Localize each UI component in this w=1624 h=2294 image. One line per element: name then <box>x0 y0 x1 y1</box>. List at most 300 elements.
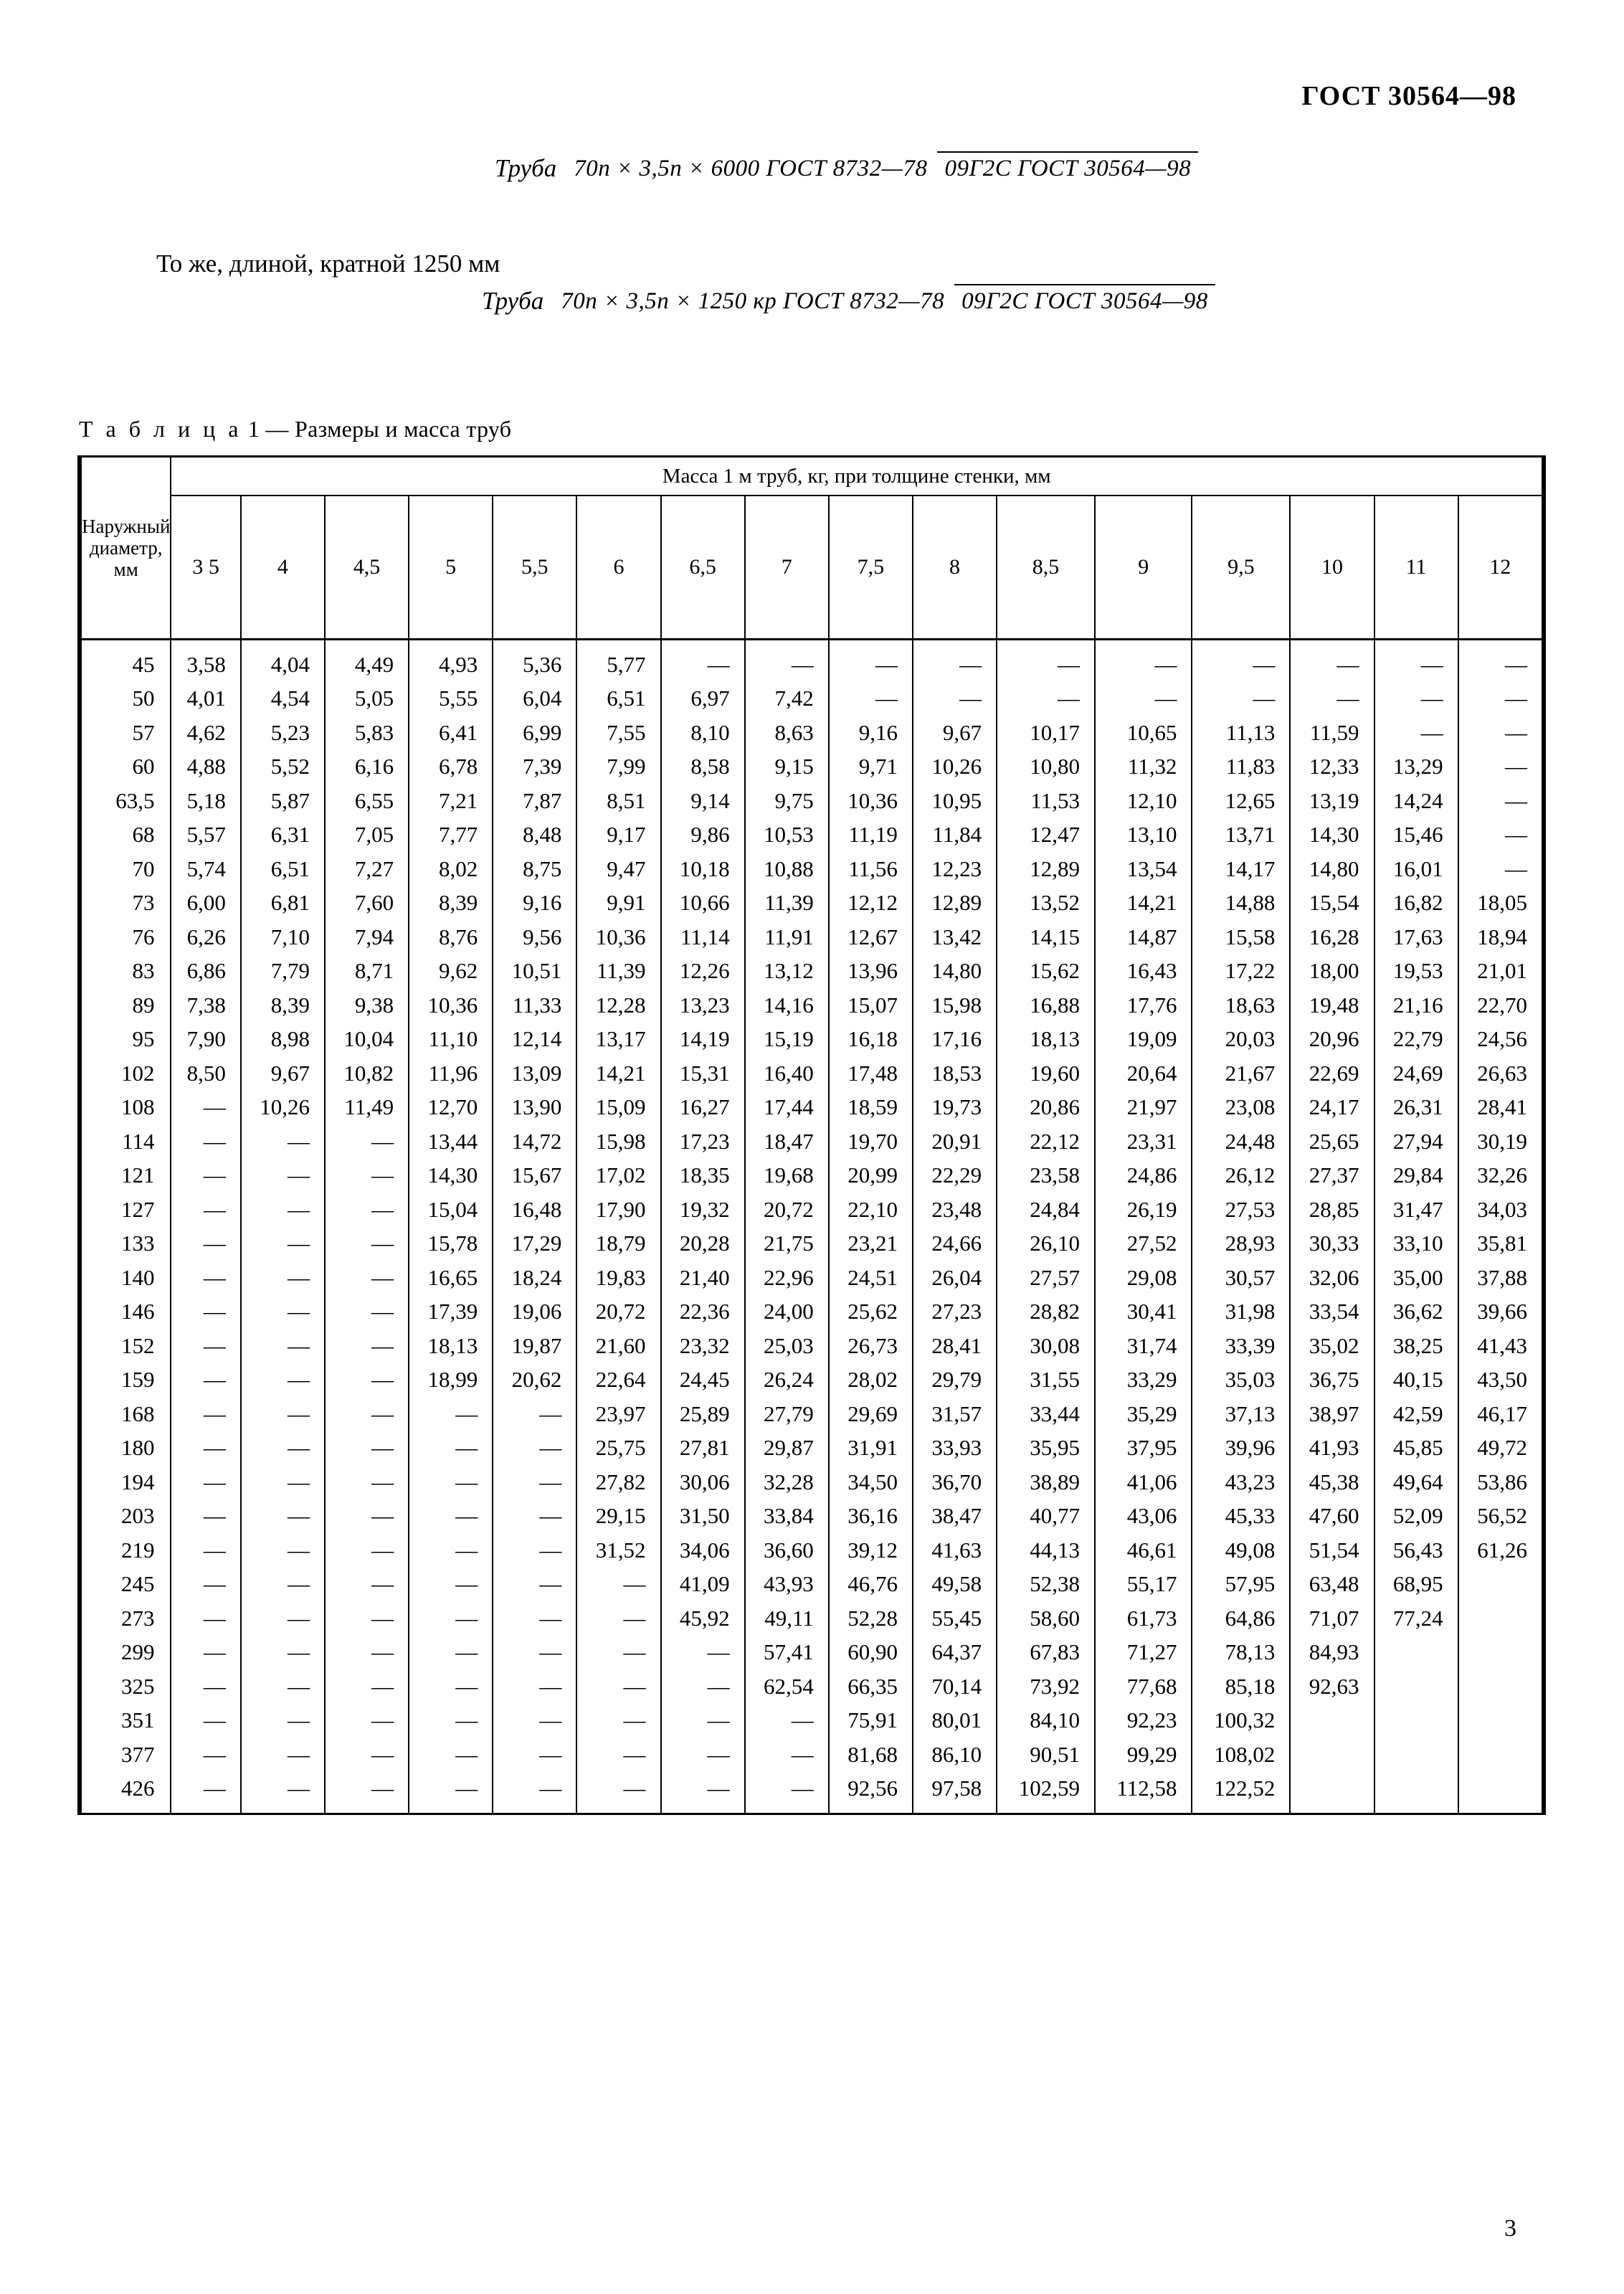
cell-mass: 24,00 <box>745 1295 829 1330</box>
cell-mass: — <box>171 1091 240 1125</box>
cell-mass: 12,89 <box>913 886 997 921</box>
cell-mass: — <box>241 1397 325 1431</box>
cell-mass: 6,04 <box>493 682 576 716</box>
cell-mass: 10,65 <box>1095 716 1192 750</box>
cell-mass: 19,32 <box>661 1193 745 1227</box>
cell-mass: 49,64 <box>1374 1465 1458 1499</box>
cell-mass: 10,53 <box>745 818 829 853</box>
cell-mass: — <box>576 1669 660 1704</box>
cell-mass: 31,91 <box>829 1431 913 1466</box>
cell-mass: 17,29 <box>493 1227 576 1261</box>
cell-mass: — <box>171 1295 240 1330</box>
cell-mass: — <box>325 1329 409 1363</box>
cell-mass: 64,37 <box>913 1636 997 1670</box>
cell-mass: — <box>171 1431 240 1466</box>
cell-mass <box>1290 1704 1374 1738</box>
cell-mass: 27,53 <box>1192 1193 1290 1227</box>
cell-mass: 12,33 <box>1290 750 1374 785</box>
cell-mass: 46,76 <box>829 1568 913 1602</box>
cell-mass: 22,69 <box>1290 1056 1374 1091</box>
cell-mass: 8,10 <box>661 716 745 750</box>
cell-mass: 81,68 <box>829 1738 913 1772</box>
cell-mass: 10,36 <box>576 920 660 954</box>
cell-mass: 13,90 <box>493 1091 576 1125</box>
cell-mass: 11,96 <box>409 1056 493 1091</box>
cell-mass: 14,72 <box>493 1124 576 1159</box>
cell-mass <box>1290 1738 1374 1772</box>
cell-mass: 7,39 <box>493 750 576 785</box>
cell-mass <box>1374 1772 1458 1814</box>
cell-mass: — <box>325 1261 409 1295</box>
cell-mass: 80,01 <box>913 1704 997 1738</box>
cell-mass: — <box>171 1533 240 1568</box>
cell-mass: 24,56 <box>1458 1023 1543 1057</box>
cell-mass: 58,60 <box>997 1601 1095 1636</box>
cell-outer-diameter: 57 <box>81 716 171 750</box>
cell-mass: 36,62 <box>1374 1295 1458 1330</box>
cell-mass: 30,06 <box>661 1465 745 1499</box>
cell-mass: — <box>171 1738 240 1772</box>
cell-mass: 20,99 <box>829 1159 913 1193</box>
header-thickness: 8 <box>913 496 997 640</box>
cell-mass: 28,41 <box>913 1329 997 1363</box>
table-row <box>81 1295 1543 1330</box>
cell-mass: 28,82 <box>997 1295 1095 1330</box>
cell-outer-diameter: 89 <box>81 988 171 1023</box>
table-row <box>81 1329 1543 1363</box>
cell-mass: 44,13 <box>997 1533 1095 1568</box>
cell-mass <box>1458 1601 1543 1636</box>
cell-mass: 15,19 <box>745 1023 829 1057</box>
cell-mass: 38,47 <box>913 1499 997 1534</box>
cell-mass: 20,03 <box>1192 1023 1290 1057</box>
cell-mass: — <box>241 1124 325 1159</box>
cell-mass: 57,95 <box>1192 1568 1290 1602</box>
cell-mass: — <box>493 1601 576 1636</box>
cell-mass: — <box>241 1227 325 1261</box>
cell-mass: — <box>171 1601 240 1636</box>
cell-mass: 27,79 <box>745 1397 829 1431</box>
cell-mass: 18,24 <box>493 1261 576 1295</box>
cell-mass: 29,79 <box>913 1363 997 1398</box>
cell-mass: 15,98 <box>576 1124 660 1159</box>
cell-mass: 63,48 <box>1290 1568 1374 1602</box>
cell-mass: 20,72 <box>576 1295 660 1330</box>
cell-mass: — <box>325 1431 409 1466</box>
cell-mass: 31,50 <box>661 1499 745 1534</box>
cell-mass: 19,06 <box>493 1295 576 1330</box>
cell-mass: 13,96 <box>829 954 913 989</box>
table-caption-text: — Размеры и масса труб <box>265 416 512 442</box>
cell-mass: 4,93 <box>409 640 493 682</box>
cell-mass: 27,82 <box>576 1465 660 1499</box>
cell-mass: 52,09 <box>1374 1499 1458 1534</box>
cell-mass: 24,86 <box>1095 1159 1192 1193</box>
cell-mass: 23,58 <box>997 1159 1095 1193</box>
cell-mass: — <box>1458 818 1543 853</box>
cell-mass: 108,02 <box>1192 1738 1290 1772</box>
cell-outer-diameter: 68 <box>81 818 171 853</box>
cell-outer-diameter: 133 <box>81 1227 171 1261</box>
cell-mass: 9,16 <box>493 886 576 921</box>
cell-mass: 22,10 <box>829 1193 913 1227</box>
cell-mass: 31,55 <box>997 1363 1095 1398</box>
cell-mass: — <box>1458 682 1543 716</box>
cell-mass: 9,56 <box>493 920 576 954</box>
cell-mass: — <box>325 1669 409 1704</box>
cell-mass: 3,58 <box>171 640 240 682</box>
cell-mass: 6,16 <box>325 750 409 785</box>
cell-mass: 22,29 <box>913 1159 997 1193</box>
cell-mass: 6,51 <box>241 852 325 886</box>
cell-mass: 24,69 <box>1374 1056 1458 1091</box>
cell-mass: 19,83 <box>576 1261 660 1295</box>
cell-mass: 12,26 <box>661 954 745 989</box>
cell-mass: — <box>745 1738 829 1772</box>
cell-mass: — <box>409 1704 493 1738</box>
cell-mass: 16,28 <box>1290 920 1374 954</box>
cell-mass: 13,19 <box>1290 784 1374 818</box>
cell-mass: 24,48 <box>1192 1124 1290 1159</box>
cell-mass: 33,39 <box>1192 1329 1290 1363</box>
cell-outer-diameter: 377 <box>81 1738 171 1772</box>
cell-mass: 32,28 <box>745 1465 829 1499</box>
cell-mass: 8,71 <box>325 954 409 989</box>
cell-mass: 11,19 <box>829 818 913 853</box>
cell-mass: 13,12 <box>745 954 829 989</box>
cell-mass: 31,98 <box>1192 1295 1290 1330</box>
cell-mass: — <box>325 1363 409 1398</box>
table-row <box>81 818 1543 853</box>
cell-mass: — <box>661 640 745 682</box>
cell-mass: 36,70 <box>913 1465 997 1499</box>
cell-mass: — <box>241 1636 325 1670</box>
table-row <box>81 1533 1543 1568</box>
cell-mass: 92,23 <box>1095 1704 1192 1738</box>
cell-mass: 40,15 <box>1374 1363 1458 1398</box>
cell-mass: 29,15 <box>576 1499 660 1534</box>
cell-mass: — <box>409 1568 493 1602</box>
cell-mass: — <box>171 1363 240 1398</box>
formula-1-label: Труба <box>495 154 557 182</box>
cell-mass: 27,52 <box>1095 1227 1192 1261</box>
cell-mass: 14,87 <box>1095 920 1192 954</box>
cell-mass: 36,75 <box>1290 1363 1374 1398</box>
cell-mass: 17,90 <box>576 1193 660 1227</box>
cell-mass: 41,63 <box>913 1533 997 1568</box>
cell-mass: 10,36 <box>829 784 913 818</box>
cell-mass: 35,95 <box>997 1431 1095 1466</box>
cell-mass: 39,66 <box>1458 1295 1543 1330</box>
cell-mass: — <box>241 1261 325 1295</box>
cell-mass <box>1458 1568 1543 1602</box>
header-thickness: 7 <box>745 496 829 640</box>
cell-mass: — <box>409 1533 493 1568</box>
cell-mass: 7,27 <box>325 852 409 886</box>
cell-mass: 23,32 <box>661 1329 745 1363</box>
cell-outer-diameter: 63,5 <box>81 784 171 818</box>
cell-mass: 8,51 <box>576 784 660 818</box>
cell-mass: — <box>409 1669 493 1704</box>
cell-mass: 5,57 <box>171 818 240 853</box>
cell-mass: 30,33 <box>1290 1227 1374 1261</box>
cell-mass: 12,10 <box>1095 784 1192 818</box>
header-thickness: 12 <box>1458 496 1543 640</box>
cell-mass: 17,48 <box>829 1056 913 1091</box>
cell-outer-diameter: 299 <box>81 1636 171 1670</box>
cell-mass: 13,09 <box>493 1056 576 1091</box>
cell-mass: 13,17 <box>576 1023 660 1057</box>
cell-mass: 6,41 <box>409 716 493 750</box>
cell-mass: 10,95 <box>913 784 997 818</box>
cell-mass: 16,88 <box>997 988 1095 1023</box>
cell-mass: 15,04 <box>409 1193 493 1227</box>
cell-mass: 12,89 <box>997 852 1095 886</box>
cell-mass: — <box>325 1601 409 1636</box>
cell-mass: 11,14 <box>661 920 745 954</box>
cell-mass: 17,02 <box>576 1159 660 1193</box>
cell-mass: 102,59 <box>997 1772 1095 1814</box>
cell-mass: 7,42 <box>745 682 829 716</box>
cell-mass: 9,14 <box>661 784 745 818</box>
cell-mass: 41,93 <box>1290 1431 1374 1466</box>
cell-mass: 4,88 <box>171 750 240 785</box>
cell-outer-diameter: 60 <box>81 750 171 785</box>
cell-mass: 7,77 <box>409 818 493 853</box>
table-body <box>81 640 1543 1814</box>
table-row <box>81 1772 1543 1814</box>
table-row <box>81 1091 1543 1125</box>
cell-mass: 26,19 <box>1095 1193 1192 1227</box>
cell-outer-diameter: 95 <box>81 1023 171 1057</box>
cell-mass: 19,60 <box>997 1056 1095 1091</box>
cell-mass: 7,55 <box>576 716 660 750</box>
header-thickness: 7,5 <box>829 496 913 640</box>
cell-mass: 5,55 <box>409 682 493 716</box>
cell-mass: 27,94 <box>1374 1124 1458 1159</box>
note-line: То же, длиной, кратной 1250 мм <box>156 250 500 278</box>
cell-mass: 33,29 <box>1095 1363 1192 1398</box>
cell-mass: 99,29 <box>1095 1738 1192 1772</box>
cell-mass: — <box>576 1636 660 1670</box>
cell-mass: 28,41 <box>1458 1091 1543 1125</box>
header-thickness: 4 <box>241 496 325 640</box>
cell-mass: 9,71 <box>829 750 913 785</box>
table-row <box>81 1601 1543 1636</box>
cell-mass: 45,85 <box>1374 1431 1458 1466</box>
cell-mass: — <box>241 1533 325 1568</box>
cell-mass: — <box>171 1636 240 1670</box>
table-row <box>81 1465 1543 1499</box>
cell-mass: 13,42 <box>913 920 997 954</box>
table-row <box>81 886 1543 921</box>
cell-mass: 9,67 <box>241 1056 325 1091</box>
cell-mass: 15,67 <box>493 1159 576 1193</box>
cell-mass: 26,04 <box>913 1261 997 1295</box>
cell-mass: 16,27 <box>661 1091 745 1125</box>
cell-mass: 61,26 <box>1458 1533 1543 1568</box>
cell-mass: 28,02 <box>829 1363 913 1398</box>
formula-1-denominator: 09Г2С ГОСТ 30564—98 <box>937 151 1198 181</box>
cell-mass: 19,48 <box>1290 988 1374 1023</box>
cell-mass: 90,51 <box>997 1738 1095 1772</box>
cell-mass: 33,54 <box>1290 1295 1374 1330</box>
table-row <box>81 1056 1543 1091</box>
cell-mass: — <box>241 1669 325 1704</box>
cell-mass: 43,50 <box>1458 1363 1543 1398</box>
cell-mass: 5,36 <box>493 640 576 682</box>
cell-mass: 25,62 <box>829 1295 913 1330</box>
cell-mass: 26,12 <box>1192 1159 1290 1193</box>
cell-mass: 15,31 <box>661 1056 745 1091</box>
cell-mass: 11,33 <box>493 988 576 1023</box>
cell-mass: 7,38 <box>171 988 240 1023</box>
cell-mass: 16,18 <box>829 1023 913 1057</box>
cell-outer-diameter: 168 <box>81 1397 171 1431</box>
cell-mass: — <box>493 1636 576 1670</box>
cell-mass: 22,12 <box>997 1124 1095 1159</box>
cell-mass: — <box>241 1363 325 1398</box>
table-row <box>81 1023 1543 1057</box>
cell-outer-diameter: 83 <box>81 954 171 989</box>
formula-1-fraction <box>566 156 1198 182</box>
cell-mass: 15,62 <box>997 954 1095 989</box>
cell-mass: 14,80 <box>1290 852 1374 886</box>
cell-mass: 32,06 <box>1290 1261 1374 1295</box>
cell-mass <box>1458 1772 1543 1814</box>
table-row <box>81 920 1543 954</box>
cell-mass: — <box>1192 640 1290 682</box>
cell-mass: 9,86 <box>661 818 745 853</box>
cell-mass: 37,88 <box>1458 1261 1543 1295</box>
cell-mass: 10,88 <box>745 852 829 886</box>
table-row <box>81 1669 1543 1704</box>
cell-mass: 14,80 <box>913 954 997 989</box>
cell-mass: — <box>171 1193 240 1227</box>
cell-mass: 21,97 <box>1095 1091 1192 1125</box>
cell-mass: — <box>241 1193 325 1227</box>
cell-mass: 61,73 <box>1095 1601 1192 1636</box>
cell-mass: 11,39 <box>576 954 660 989</box>
cell-mass: 11,59 <box>1290 716 1374 750</box>
cell-mass: 8,39 <box>409 886 493 921</box>
table-row <box>81 954 1543 989</box>
cell-mass: 56,43 <box>1374 1533 1458 1568</box>
cell-mass: — <box>171 1669 240 1704</box>
cell-mass: — <box>661 1738 745 1772</box>
cell-mass: 35,81 <box>1458 1227 1543 1261</box>
table-caption-prefix: Т а б л и ц а <box>79 416 242 442</box>
cell-mass: 25,03 <box>745 1329 829 1363</box>
cell-mass: — <box>241 1704 325 1738</box>
cell-outer-diameter: 426 <box>81 1772 171 1814</box>
table-row <box>81 1159 1543 1193</box>
cell-mass: 43,06 <box>1095 1499 1192 1534</box>
cell-mass: 97,58 <box>913 1772 997 1814</box>
cell-mass: 21,67 <box>1192 1056 1290 1091</box>
cell-mass: 73,92 <box>997 1669 1095 1704</box>
cell-mass: 11,84 <box>913 818 997 853</box>
table-row <box>81 640 1543 682</box>
cell-outer-diameter: 159 <box>81 1363 171 1398</box>
header-thickness: 3 5 <box>171 496 240 640</box>
cell-mass: 12,67 <box>829 920 913 954</box>
cell-mass: 8,75 <box>493 852 576 886</box>
cell-mass: 21,75 <box>745 1227 829 1261</box>
cell-mass: 56,52 <box>1458 1499 1543 1534</box>
cell-mass: 29,87 <box>745 1431 829 1466</box>
cell-mass: 9,67 <box>913 716 997 750</box>
cell-mass: — <box>171 1568 240 1602</box>
cell-mass: 5,23 <box>241 716 325 750</box>
cell-mass: 36,16 <box>829 1499 913 1534</box>
cell-mass: — <box>241 1159 325 1193</box>
cell-mass: 12,47 <box>997 818 1095 853</box>
header-thickness: 6,5 <box>661 496 745 640</box>
cell-mass: 18,35 <box>661 1159 745 1193</box>
table-row <box>81 1738 1543 1772</box>
cell-mass: 29,08 <box>1095 1261 1192 1295</box>
cell-outer-diameter: 245 <box>81 1568 171 1602</box>
cell-mass: 12,23 <box>913 852 997 886</box>
cell-mass: 85,18 <box>1192 1669 1290 1704</box>
cell-mass: 13,29 <box>1374 750 1458 785</box>
cell-mass <box>1458 1669 1543 1704</box>
table-head-row-2 <box>81 496 1543 640</box>
cell-mass: 8,63 <box>745 716 829 750</box>
cell-mass: — <box>493 1738 576 1772</box>
cell-mass: 45,92 <box>661 1601 745 1636</box>
cell-mass: 34,03 <box>1458 1193 1543 1227</box>
cell-mass: 19,68 <box>745 1159 829 1193</box>
header-thickness: 8,5 <box>997 496 1095 640</box>
cell-mass: 12,70 <box>409 1091 493 1125</box>
cell-mass: 22,64 <box>576 1363 660 1398</box>
header-thickness: 9,5 <box>1192 496 1290 640</box>
cell-mass: — <box>493 1772 576 1814</box>
cell-mass: 31,57 <box>913 1397 997 1431</box>
cell-mass: — <box>171 1159 240 1193</box>
cell-outer-diameter: 121 <box>81 1159 171 1193</box>
cell-mass <box>1458 1636 1543 1670</box>
cell-mass: 27,57 <box>997 1261 1095 1295</box>
cell-mass: 49,58 <box>913 1568 997 1602</box>
cell-mass: — <box>409 1636 493 1670</box>
cell-mass: 35,02 <box>1290 1329 1374 1363</box>
cell-mass: 6,97 <box>661 682 745 716</box>
cell-mass: 45,33 <box>1192 1499 1290 1534</box>
cell-mass: 25,75 <box>576 1431 660 1466</box>
cell-mass: 17,39 <box>409 1295 493 1330</box>
cell-mass: 46,17 <box>1458 1397 1543 1431</box>
cell-mass: 36,60 <box>745 1533 829 1568</box>
cell-mass: 30,57 <box>1192 1261 1290 1295</box>
cell-mass: 77,24 <box>1374 1601 1458 1636</box>
header-thickness: 11 <box>1374 496 1458 640</box>
cell-mass: 42,59 <box>1374 1397 1458 1431</box>
cell-mass: — <box>1374 716 1458 750</box>
cell-mass: 6,31 <box>241 818 325 853</box>
cell-mass: 10,66 <box>661 886 745 921</box>
cell-mass: 70,14 <box>913 1669 997 1704</box>
cell-mass: 46,61 <box>1095 1533 1192 1568</box>
cell-mass: 9,47 <box>576 852 660 886</box>
cell-mass: 9,38 <box>325 988 409 1023</box>
cell-mass <box>1374 1669 1458 1704</box>
cell-mass: 20,96 <box>1290 1023 1374 1057</box>
cell-mass: 35,29 <box>1095 1397 1192 1431</box>
cell-mass: 12,12 <box>829 886 913 921</box>
